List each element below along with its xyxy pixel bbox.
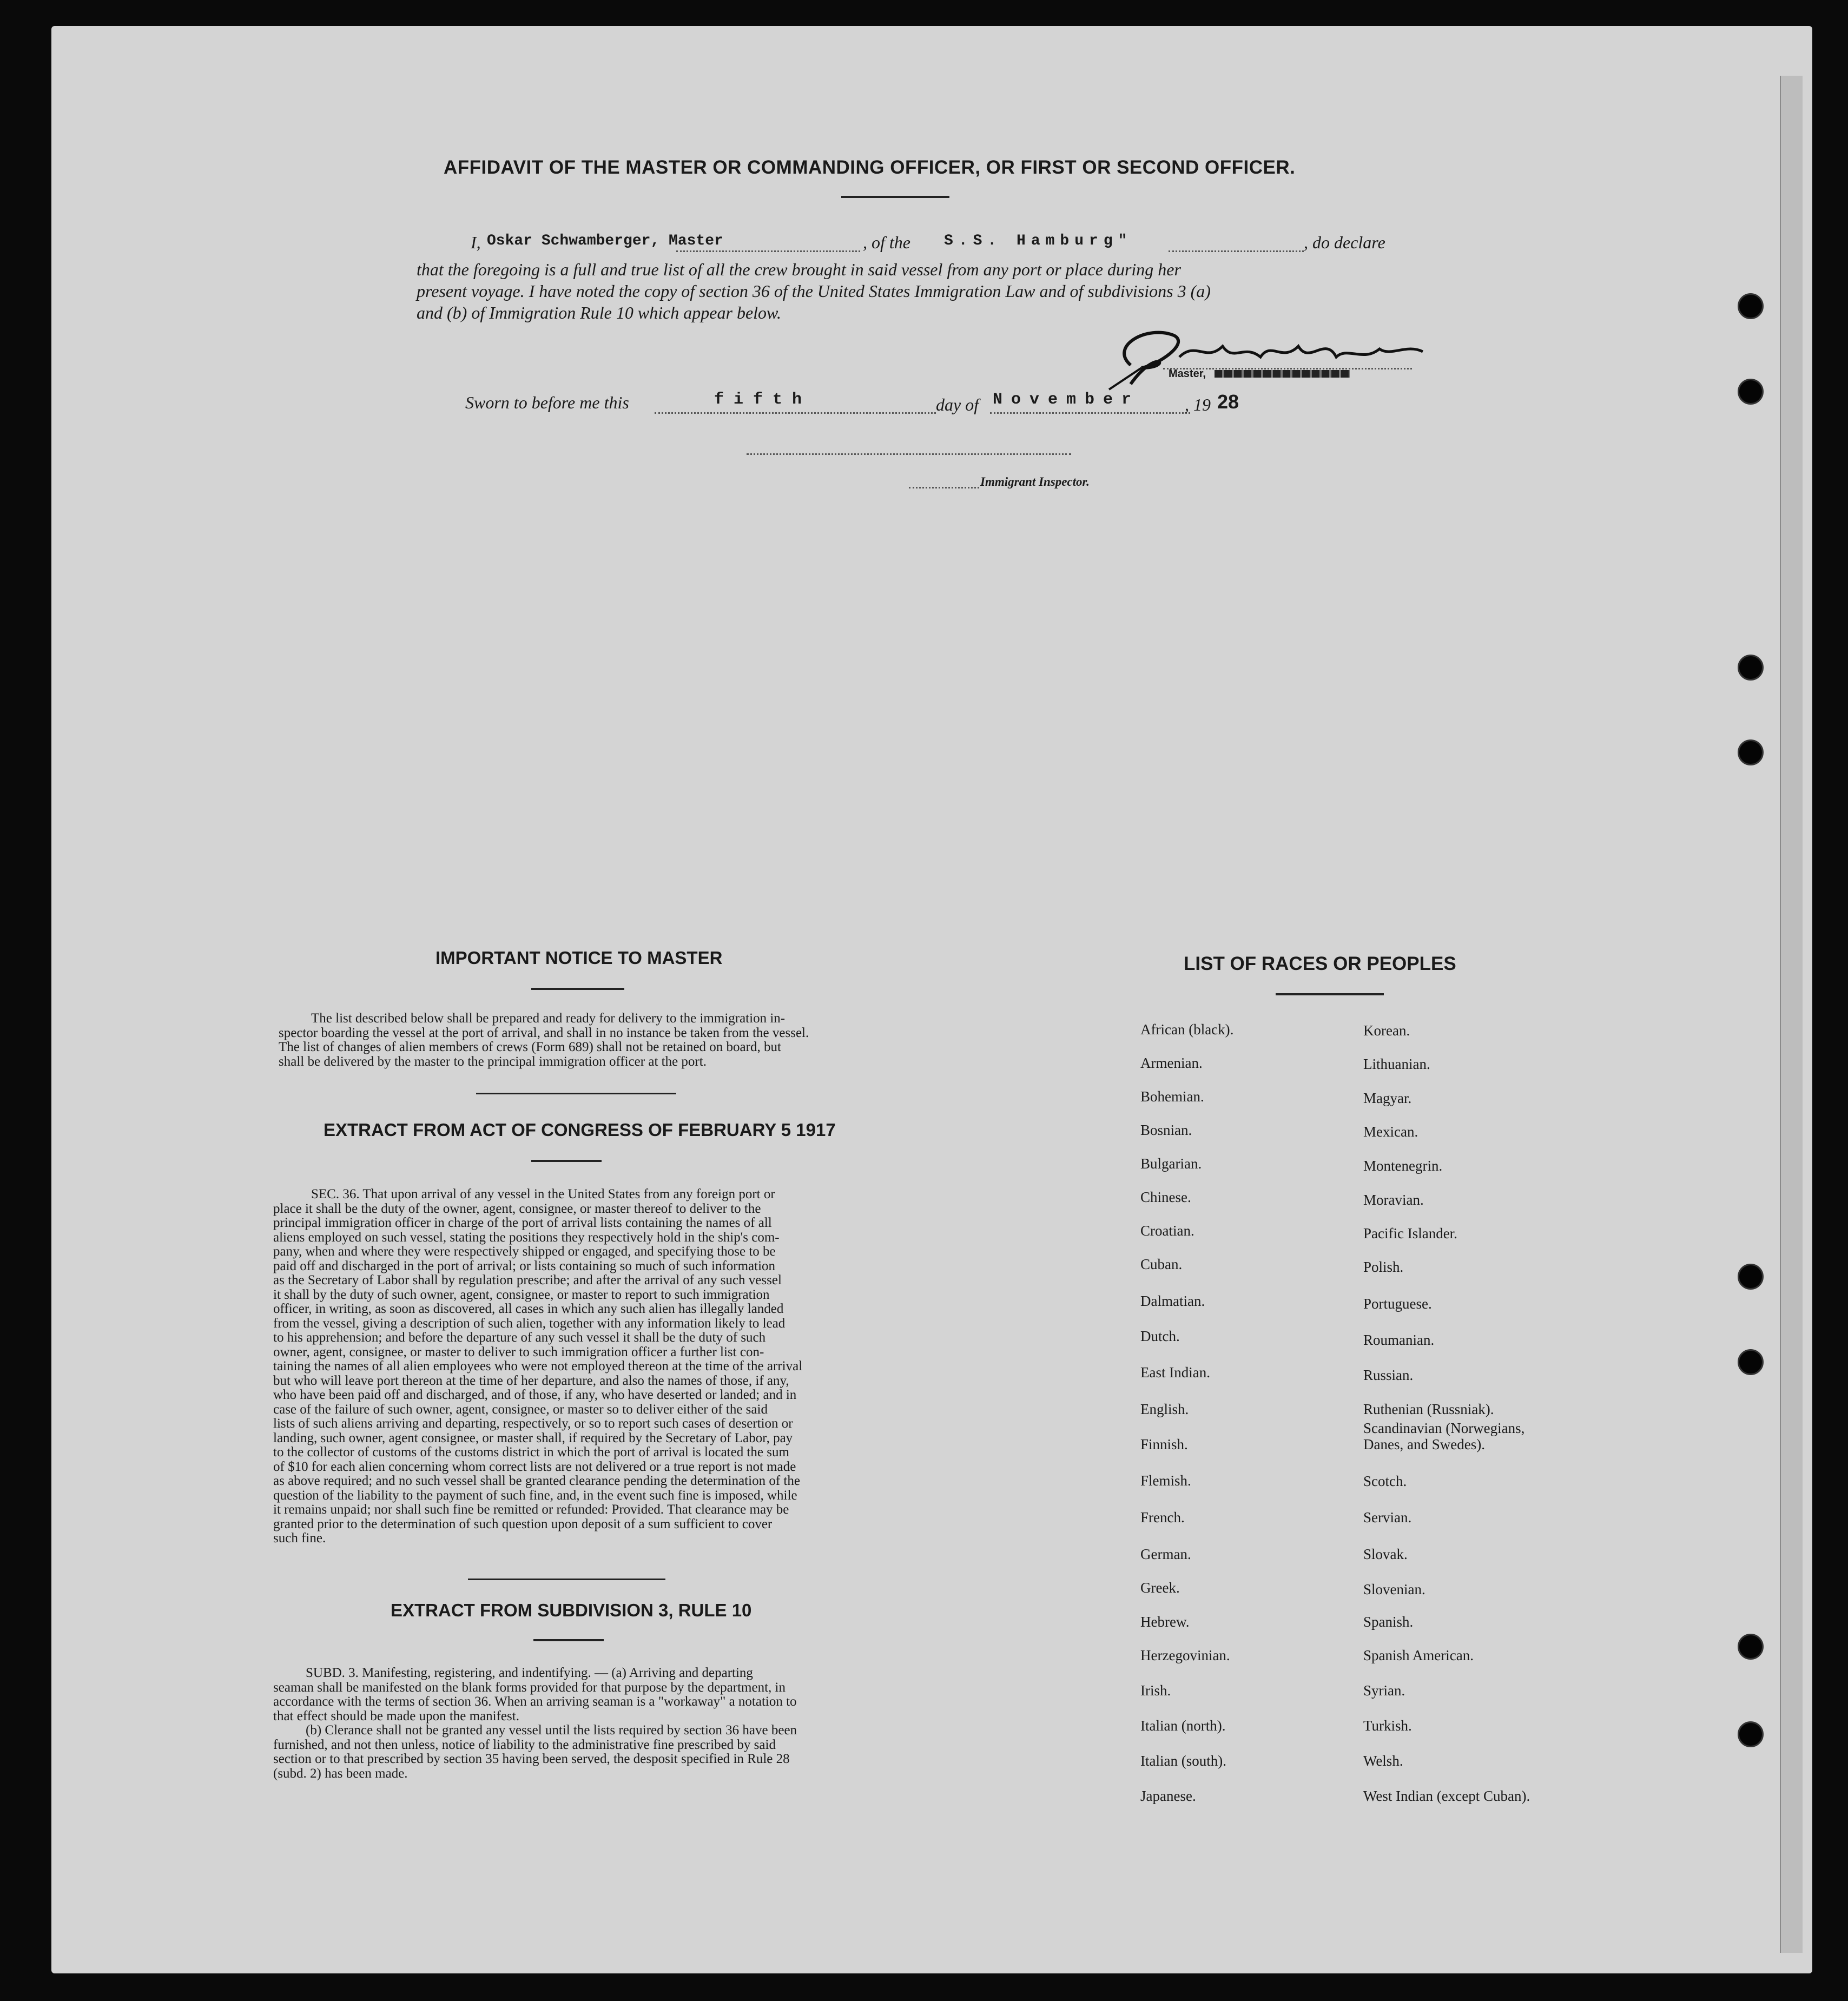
race-item: Italian (south). — [1140, 1753, 1226, 1769]
act-line: to his apprehension; and before the departure of any such vessel it shall be the duty of such — [273, 1330, 766, 1345]
race-item: Scotch. — [1363, 1473, 1407, 1489]
act-line: lists of such aliens arriving and departing, respectively, or so to report such cases of desertion or — [273, 1416, 793, 1431]
race-item: Spanish American. — [1363, 1647, 1474, 1663]
race-item: Russian. — [1363, 1367, 1414, 1383]
race-item: Slovenian. — [1363, 1581, 1425, 1597]
race-item: Bulgarian. — [1140, 1155, 1202, 1172]
sworn-month-field: November — [993, 391, 1140, 409]
affidavit-i-label: I, — [471, 233, 481, 252]
race-item: Ruthenian (Russniak). — [1363, 1401, 1494, 1417]
extract-rule-body — [273, 1666, 890, 1781]
race-item: German. — [1140, 1546, 1191, 1562]
rule-line: section or to that prescribed by section 35 having been served, the desposit specified in Rule 28 — [273, 1752, 790, 1766]
act-line: SEC. 36. That upon arrival of any vessel in the United States from any foreign port or — [311, 1187, 775, 1201]
extract-rule-rule — [533, 1639, 604, 1641]
race-item: Japanese. — [1140, 1788, 1196, 1804]
act-line: as the Secretary of Labor shall by regulation prescribe; and after the arrival of any such vessel — [273, 1273, 782, 1287]
race-item: Scandinavian (Norwegians, Danes, and Swedes). — [1363, 1420, 1525, 1452]
blank-line — [990, 412, 1190, 414]
race-item: Korean. — [1363, 1022, 1410, 1039]
act-line: principal immigration officer in charge of the port of arrival lists containing the names of all — [273, 1216, 772, 1230]
race-item: Turkish. — [1363, 1718, 1412, 1734]
race-item: Hebrew. — [1140, 1614, 1190, 1630]
races-title: LIST OF RACES OR PEOPLES — [1184, 953, 1456, 974]
race-item: Chinese. — [1140, 1189, 1191, 1205]
binder-hole — [1738, 655, 1764, 681]
blank-line — [676, 250, 860, 252]
race-item: East Indian. — [1140, 1364, 1210, 1381]
race-item: Croatian. — [1140, 1223, 1194, 1239]
extract-rule — [531, 1160, 602, 1162]
affidavit-line-2: that the foregoing is a full and true list of all the crew brought in said vessel from any port or place during her — [417, 260, 1181, 279]
binder-hole — [1738, 739, 1764, 765]
signature-blank — [747, 453, 1071, 455]
act-line: to the collector of customs of the customs district in which the port of arrival is located the sum — [273, 1445, 789, 1460]
act-line: question of the liability to the payment of such fine, and, in the event such fine is imposed, while — [273, 1488, 797, 1503]
races-rule — [1276, 993, 1384, 995]
notice-title: IMPORTANT NOTICE TO MASTER — [435, 948, 723, 968]
act-line: granted prior to the determination of such question upon deposit of a sum sufficient to cover — [273, 1516, 773, 1531]
rule-line: that effect should be made upon the manifest. — [273, 1708, 519, 1723]
race-item: Bosnian. — [1140, 1122, 1192, 1138]
act-line: of $10 for each alien concerning whom correct lists are not delivered or a true report is not made — [273, 1459, 796, 1474]
race-item: Welsh. — [1363, 1753, 1403, 1769]
act-line: it remains unpaid; nor shall such fine be remitted or refunded: Provided. That clearance may be — [273, 1502, 789, 1517]
of-the-label: , of the — [863, 233, 910, 252]
master-label: Master, — [1169, 368, 1206, 380]
race-item: Roumanian. — [1363, 1332, 1435, 1348]
race-item: Italian (north). — [1140, 1718, 1226, 1734]
binder-hole — [1738, 1349, 1764, 1375]
act-line: landing, such owner, agent consignee, or master shall, if required by the Secretary of Labor, pay — [273, 1430, 793, 1445]
act-line: such fine. — [273, 1531, 326, 1546]
act-line: case of the failure of such owner, agent, consignee, or master so to deliver either of the said — [273, 1402, 768, 1417]
race-item: Servian. — [1363, 1509, 1412, 1525]
section-rule — [468, 1579, 665, 1580]
extract-act-title: EXTRACT FROM ACT OF CONGRESS OF FEBRUARY 5 1917 — [324, 1120, 836, 1140]
race-item: Armenian. — [1140, 1055, 1203, 1071]
act-line: pany, when and where they were respectively shipped or engaged, and specifying those to be — [273, 1244, 776, 1259]
binder-hole — [1738, 293, 1764, 319]
race-item: Finnish. — [1140, 1436, 1188, 1452]
race-item: Syrian. — [1363, 1682, 1405, 1699]
act-line: place it shall be the duty of the owner, agent, consignee, or master thereof to deliver to the — [273, 1201, 761, 1216]
vessel-name-field: S.S. Hamburg" — [944, 233, 1133, 249]
sworn-day-field: fifth — [714, 391, 812, 409]
sworn-label: Sworn to before me this — [465, 393, 629, 412]
race-item: Dutch. — [1140, 1328, 1180, 1344]
act-line: as above required; and no such vessel shall be granted clearance pending the determination of the — [273, 1474, 800, 1488]
notice-line: The list described below shall be prepared and ready for delivery to the immigration in- — [311, 1011, 786, 1026]
binder-hole — [1738, 1721, 1764, 1747]
year-field: 28 — [1217, 391, 1239, 413]
act-line: paid off and discharged in the port of arrival; or lists containing so much of such information — [273, 1258, 776, 1273]
master-signature — [1098, 314, 1434, 395]
act-line: who have been paid off and discharged, and of those, if any, who have deserted or landed; and in — [273, 1388, 797, 1402]
race-item: Portuguese. — [1363, 1296, 1432, 1312]
rule-line: seaman shall be manifested on the blank forms provided for that purpose by the department, in — [273, 1680, 786, 1695]
page-edge — [1780, 76, 1803, 1953]
race-item: Mexican. — [1363, 1124, 1418, 1140]
extract-act-body — [273, 1187, 890, 1546]
master-name-field: Oskar Schwamberger, Master — [487, 233, 723, 249]
rule-line: SUBD. 3. Manifesting, registering, and indentifying. — (a) Arriving and departing — [306, 1666, 753, 1680]
race-item: Pacific Islander. — [1363, 1225, 1457, 1241]
race-item: African (black). — [1140, 1021, 1234, 1038]
race-item: Greek. — [1140, 1580, 1180, 1596]
signature-line — [1163, 368, 1412, 369]
act-line: but who will leave port thereon at the time of her departure, and also the names of those, if any, — [273, 1373, 789, 1388]
act-line: owner, agent, consignee, or master to deliver to such immigration officer a further list con- — [273, 1344, 764, 1359]
affidavit-line-3: present voyage. I have noted the copy of section 36 of the United States Immigration Law and of subdivisions 3 (a) — [417, 281, 1211, 301]
race-item: Bohemian. — [1140, 1088, 1204, 1105]
race-item: Spanish. — [1363, 1614, 1414, 1630]
section-rule — [476, 1093, 676, 1094]
notice-line: shall be delivered by the master to the principal immigration officer at the port. — [279, 1054, 707, 1069]
rule-line: furnished, and not then unless, notice of liability to the administrative fine prescribed by said — [273, 1737, 776, 1752]
race-item: Polish. — [1363, 1259, 1404, 1275]
race-item: Moravian. — [1363, 1192, 1424, 1208]
notice-rule — [531, 988, 624, 990]
race-item: French. — [1140, 1509, 1185, 1525]
act-line: aliens employed on such vessel, stating the positions they respectively hold in the ship's com- — [273, 1230, 780, 1245]
affidavit-title: AFFIDAVIT OF THE MASTER OR COMMANDING OFFICER, OR FIRST OR SECOND OFFICER. — [444, 157, 1296, 178]
title-rule — [841, 196, 949, 198]
binder-hole — [1738, 1264, 1764, 1290]
inspector-line — [909, 487, 979, 488]
race-item: Flemish. — [1140, 1472, 1191, 1489]
day-of-label: day of — [936, 395, 979, 414]
race-item: West Indian (except Cuban). — [1363, 1788, 1530, 1804]
do-declare-label: , do declare — [1304, 233, 1385, 252]
inspector-label: Immigrant Inspector. — [980, 475, 1090, 488]
blank-line — [655, 412, 936, 414]
blank-line — [1169, 250, 1304, 252]
act-line: taining the names of all alien employees who were not employed thereon at the time of the arrival — [273, 1359, 803, 1373]
act-line: it shall by the duty of such owner, agent, consignee, or master to report to such immigration — [273, 1287, 770, 1302]
extract-rule-title: EXTRACT FROM SUBDIVISION 3, RULE 10 — [391, 1600, 752, 1620]
race-item: Dalmatian. — [1140, 1293, 1205, 1309]
race-item: Cuban. — [1140, 1256, 1183, 1272]
race-item: Magyar. — [1363, 1090, 1412, 1106]
race-item: Herzegovinian. — [1140, 1647, 1230, 1663]
act-line: from the vessel, giving a description of such alien, together with any information likely to lead — [273, 1316, 786, 1331]
affidavit-line-4: and (b) of Immigration Rule 10 which appear below. — [417, 303, 781, 322]
binder-hole — [1738, 379, 1764, 405]
notice-body — [279, 1012, 890, 1069]
act-line: officer, in writing, as soon as discovered, all cases in which any such alien has illegally landed — [273, 1302, 784, 1316]
notice-line: spector boarding the vessel at the port of arrival, and shall in no instance be taken from the vessel. — [279, 1025, 809, 1040]
notice-line: The list of changes of alien members of crews (Form 689) shall not be retained on board, but — [279, 1040, 781, 1054]
rule-line: (b) Clerance shall not be granted any vessel until the lists required by section 36 have been — [306, 1723, 797, 1738]
race-item: English. — [1140, 1401, 1189, 1417]
struck-out-text — [1215, 370, 1350, 378]
binder-hole — [1738, 1634, 1764, 1660]
rule-line: (subd. 2) has been made. — [273, 1766, 408, 1781]
year-prefix: , 19 — [1185, 395, 1211, 414]
rule-line: accordance with the terms of section 36. When an arriving seaman is a "workaway" a notation to — [273, 1694, 797, 1709]
race-item: Slovak. — [1363, 1546, 1408, 1562]
race-item: Lithuanian. — [1363, 1056, 1430, 1072]
race-item: Irish. — [1140, 1682, 1171, 1699]
race-item: Montenegrin. — [1363, 1158, 1443, 1174]
